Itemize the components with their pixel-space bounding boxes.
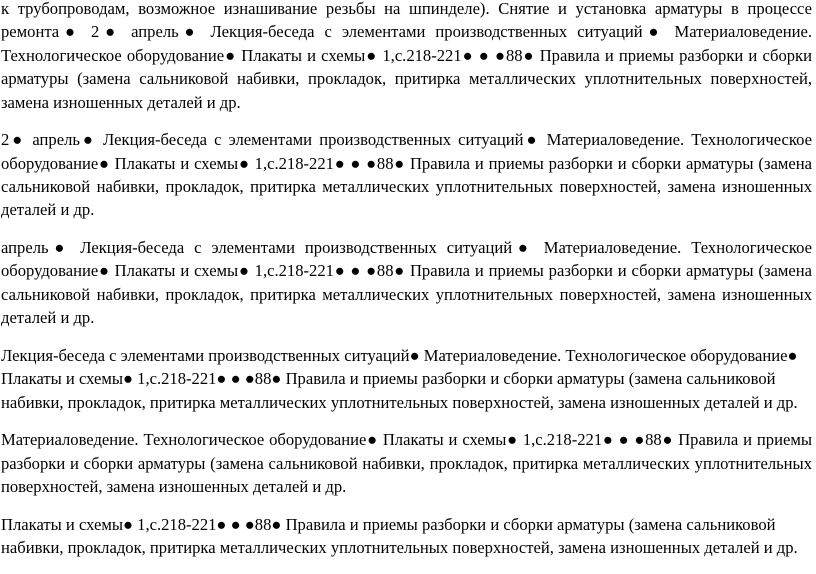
paragraph-2: 2● апрель● Лекция-беседа с элементами производственных ситуаций● Материаловедение. Технологическое оборудование● Плакаты и схемы● 1,с.218-221● ● ●88● Правила и приемы разборки и сборки арматуры (замена сальниковой набивки, прокладок, притирка металлических уплотнительных поверхностей, замена изношенных деталей и др. (1, 130, 812, 220)
paragraph-6: Плакаты и схемы● 1,с.218-221● ● ●88● Правила и приемы разборки и сборки арматуры (замена сальниковой набивки, прокладок, притирка металлических уплотнительных поверхностей, замена изношенных деталей и др. (1, 514, 798, 558)
paragraph-4: Лекция-беседа с элементами производственных ситуаций● Материаловедение. Технологическое оборудование● Плакаты и схемы● 1,с.218-221● ● ●88● Правила и приемы разборки и сборки арматуры (замена сальниковой набивки, прокладок, притирка металлических уплотнительных поверхностей, замена изношенных деталей и др. (1, 345, 798, 412)
paragraph-5: Материаловедение. Технологическое оборудование● Плакаты и схемы● 1,с.218-221● ● ●88● Правила и приемы разборки и сборки арматуры (замена сальниковой набивки, прокладок, притирка металлических уплотнительных поверхностей, замена изношенных деталей и др. (1, 430, 812, 497)
paragraph-3: апрель● Лекция-беседа с элементами производственных ситуаций● Материаловедение. Технологическое оборудование● Плакаты и схемы● 1,с.218-221● ● ●88● Правила и приемы разборки и сборки арматуры (замена сальниковой набивки, прокладок, притирка металлических уплотнительных поверхностей, замена изношенных деталей и др. (1, 238, 812, 328)
paragraph-1: к трубопроводам, возможное изнашивание резьбы на шпинделе). Снятие и установка арматуры в процессе ремонта● 2● апрель● Лекция-беседа с элементами производственных ситуаций● Материаловедение. Технологическое оборудование● Плакаты и схемы● 1,с.218-221● ● ●88● Правила и приемы разборки и сборки арматуры (замена сальниковой набивки, прокладок, притирка металлических уплотнительных поверхностей, замена изношенных деталей и др. (1, 0, 812, 112)
